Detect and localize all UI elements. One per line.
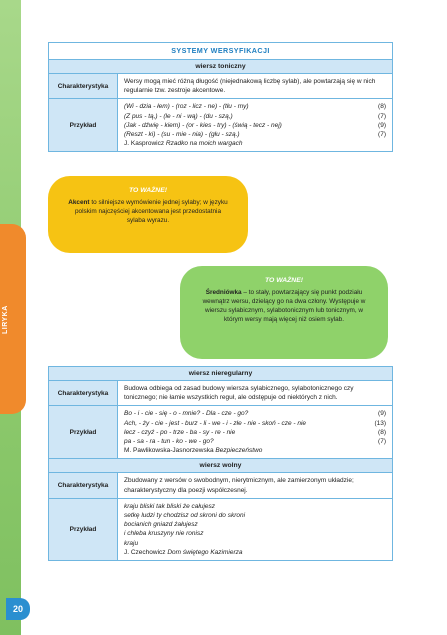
verse-line: setkę ludzi ty chodzisz od skroni do skroni bbox=[124, 512, 246, 520]
verse-line: kraju bbox=[124, 539, 139, 547]
table-title: SYSTEMY WERSYFIKACJI bbox=[171, 46, 270, 55]
verse-line: i chleba kruszyny nie ronisz bbox=[124, 530, 204, 538]
section-tonic-heading: wiersz toniczny bbox=[49, 59, 392, 73]
verse-line: pa - sa - ra - tun - ko - we - go? (7) bbox=[124, 438, 386, 446]
table-row bbox=[49, 405, 392, 458]
citation: M. Pawlikowska-Jasnorzewska Bezpieczeństwo bbox=[124, 447, 263, 455]
section-tab-label: LIRYKA bbox=[2, 305, 9, 335]
example-block bbox=[118, 499, 392, 560]
important-note-accent bbox=[48, 176, 248, 253]
note-text: to silniejsze wymówienie jednej sylaby; w języku polskim najczęściej akcentowana jest przedostatnia sylaba wyrazu. bbox=[75, 199, 228, 224]
verse-line: lecz - czyż - po - trze - ba - sy - re - nie (8) bbox=[124, 428, 386, 436]
table-row bbox=[49, 498, 392, 560]
row-label: Przykład bbox=[49, 99, 118, 151]
verse-line: Ach, - ży - cie - jest - burz - li - we - i - złe - nie - skoń - cze - nie (13) bbox=[124, 419, 386, 427]
characteristic-text: Zbudowany z wersów o swobodnym, nierytmicznym, ale zamierzonym układzie; charakterystyczny dla poezji współczesnej. bbox=[124, 477, 354, 494]
citation: J. Kasprowicz Rzadko na moich wargach bbox=[124, 140, 243, 148]
row-label: Charakterystyka bbox=[49, 473, 118, 497]
page-number: 20 bbox=[6, 598, 30, 620]
verse-line: kraju bliski tak bliski że całujesz bbox=[124, 502, 216, 510]
citation: J. Czechowicz Dom świętego Kazimierza bbox=[124, 548, 243, 556]
note-title: TO WAŻNE! bbox=[128, 187, 167, 194]
characteristic-text: Wersy mogą mieć różną długość (niejednakową liczbę sylab), ale powtarzają się w nich regularnie tzw. zestroje akcentowe. bbox=[124, 78, 376, 95]
table-row bbox=[49, 73, 392, 98]
verse-line: bocianich gniazd żałujesz bbox=[124, 521, 198, 529]
table-row bbox=[49, 380, 392, 405]
row-label: Charakterystyka bbox=[49, 74, 118, 98]
characteristic-text: Budowa odbiega od zasad budowy wiersza sylabicznego, sylabotonicznego czy tonicznego; nie łamie wszystkich reguł, ale odstępuje od niektórych z nich. bbox=[124, 385, 354, 402]
table-row bbox=[49, 472, 392, 497]
section-free-verse-heading: wiersz wolny bbox=[49, 458, 392, 472]
verse-line: Bo - i - cie - się - o - mnie? - Dla - cze - go? (9) bbox=[124, 410, 386, 418]
verse-line: (Z pus - tą,) - (le - ni - wą) - (du - szą,) (7) bbox=[124, 112, 386, 120]
row-label: Przykład bbox=[49, 499, 118, 560]
section-irregular-heading: wiersz nieregularny bbox=[49, 367, 392, 380]
example-block bbox=[118, 406, 392, 458]
verse-line: (Reszt - ki) - (su - mie - nia) - (głu - szą.) (7) bbox=[124, 131, 386, 139]
row-label: Charakterystyka bbox=[49, 381, 118, 405]
versification-table-2 bbox=[48, 366, 393, 561]
note-text: – to stały, powtarzający się punkt podziału wewnątrz wersu, dzielący go na dwa człony. Występuje w wierszu sylabicznym, sylabotonicznym lub tonicznym, w którym wersy mają więcej niż osiem sylab. bbox=[202, 289, 366, 323]
verse-line: (Wi - dzia - łem) - (roz - licz - ne) - (tłu - my) (8) bbox=[124, 103, 386, 111]
verse-line: (Jak - dźwię - kiem) - (or - kies - try) - (świą - tecz - nej) (9) bbox=[124, 121, 386, 129]
row-label: Przykład bbox=[49, 406, 118, 458]
table-row bbox=[49, 98, 392, 151]
versification-table bbox=[48, 42, 393, 152]
note-term: Średniówka bbox=[205, 289, 242, 296]
note-title: TO WAŻNE! bbox=[264, 277, 303, 284]
important-note-caesura bbox=[180, 266, 388, 359]
example-block bbox=[118, 99, 392, 151]
note-term: Akcent bbox=[68, 199, 90, 206]
